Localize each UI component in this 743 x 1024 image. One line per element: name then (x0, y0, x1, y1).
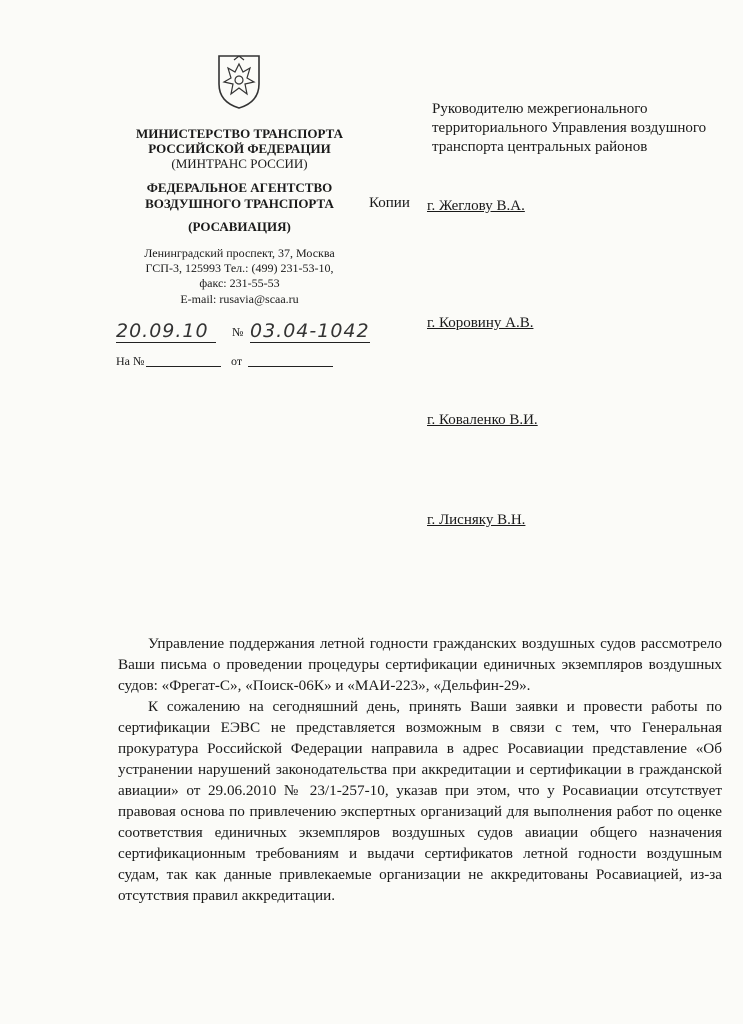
email-line: E-mail: rusavia@scaa.ru (180, 292, 299, 306)
address-line3: факс: 231-55-53 (199, 276, 280, 290)
address-line2: ГСП-3, 125993 Тел.: (499) 231-53-10, (145, 261, 334, 275)
reference-date-label: от (231, 354, 243, 368)
number-sign: № (232, 325, 244, 339)
outgoing-number: 03.04-1042 (250, 320, 370, 342)
registration-row (116, 320, 376, 344)
ministry-name-line2: РОССИЙСКОЙ ФЕДЕРАЦИИ (148, 141, 331, 156)
body-paragraph: К сожалению на сегодняшний день, принять Ваши заявки и провести работы по сертификации ЕЭВС не представляется возможным в связи с тем, что Генеральная прокуратура Российской Федерации направила в адрес Росавиации представление «Об устранении нарушений законодательства при аккредитации и сертификации в гражданской авиации» от 29.06.2010 № 23/1-257-10, указав при этом, что у Росавиации отсутствует правовая основа по привлечению экспертных организаций для выполнения работ по оценке соответствия единичных экземпляров воздушных судов авиации общего назначения сертификационным требованиям и выдачи сертификатов летной годности воздушным судам, так как данные привлекаемые организации не аккредитованы Росавиацией, из-за отсутствия правил аккредитации. (118, 698, 722, 904)
agency-short-name: (РОСАВИАЦИЯ) (188, 219, 291, 234)
agency-name-line2: ВОЗДУШНОГО ТРАНСПОРТА (145, 196, 334, 211)
agency-name-line1: ФЕДЕРАЛЬНОЕ АГЕНТСТВО (146, 180, 333, 195)
outgoing-date: 20.09.10 (116, 320, 216, 343)
ministry-short-name: (МИНТРАНС РОССИИ) (171, 156, 308, 171)
copies-label: Копии (369, 195, 410, 211)
body-paragraph: Управление поддержания летной годности гражданских воздушных судов рассмотрело Ваши письма о проведении процедуры сертификации единичных экземпляров воздушных судов: «Фрегат-С», «Поиск-06К» и «МАИ-223», «Дельфин-29». (118, 635, 722, 694)
reference-row (116, 354, 346, 372)
reference-number-blank (146, 366, 221, 367)
copy-recipient: г. Жеглову В.А. (427, 198, 525, 214)
letter-body (118, 633, 722, 906)
addressee-block: Руководителю межрегионального территориального Управления воздушного транспорта центральных районов (432, 101, 707, 155)
state-emblem-icon (214, 50, 264, 110)
copy-recipient: г. Лисняку В.Н. (427, 512, 526, 528)
reference-date-blank (248, 366, 333, 367)
copy-recipient: г. Коваленко В.И. (427, 412, 538, 428)
ministry-name-line1: МИНИСТЕРСТВО ТРАНСПОРТА (135, 126, 344, 141)
reference-number-label: На № (116, 354, 145, 368)
address-line1: Ленинградский проспект, 37, Москва (144, 246, 335, 260)
copy-recipient: г. Коровину А.В. (427, 315, 534, 331)
